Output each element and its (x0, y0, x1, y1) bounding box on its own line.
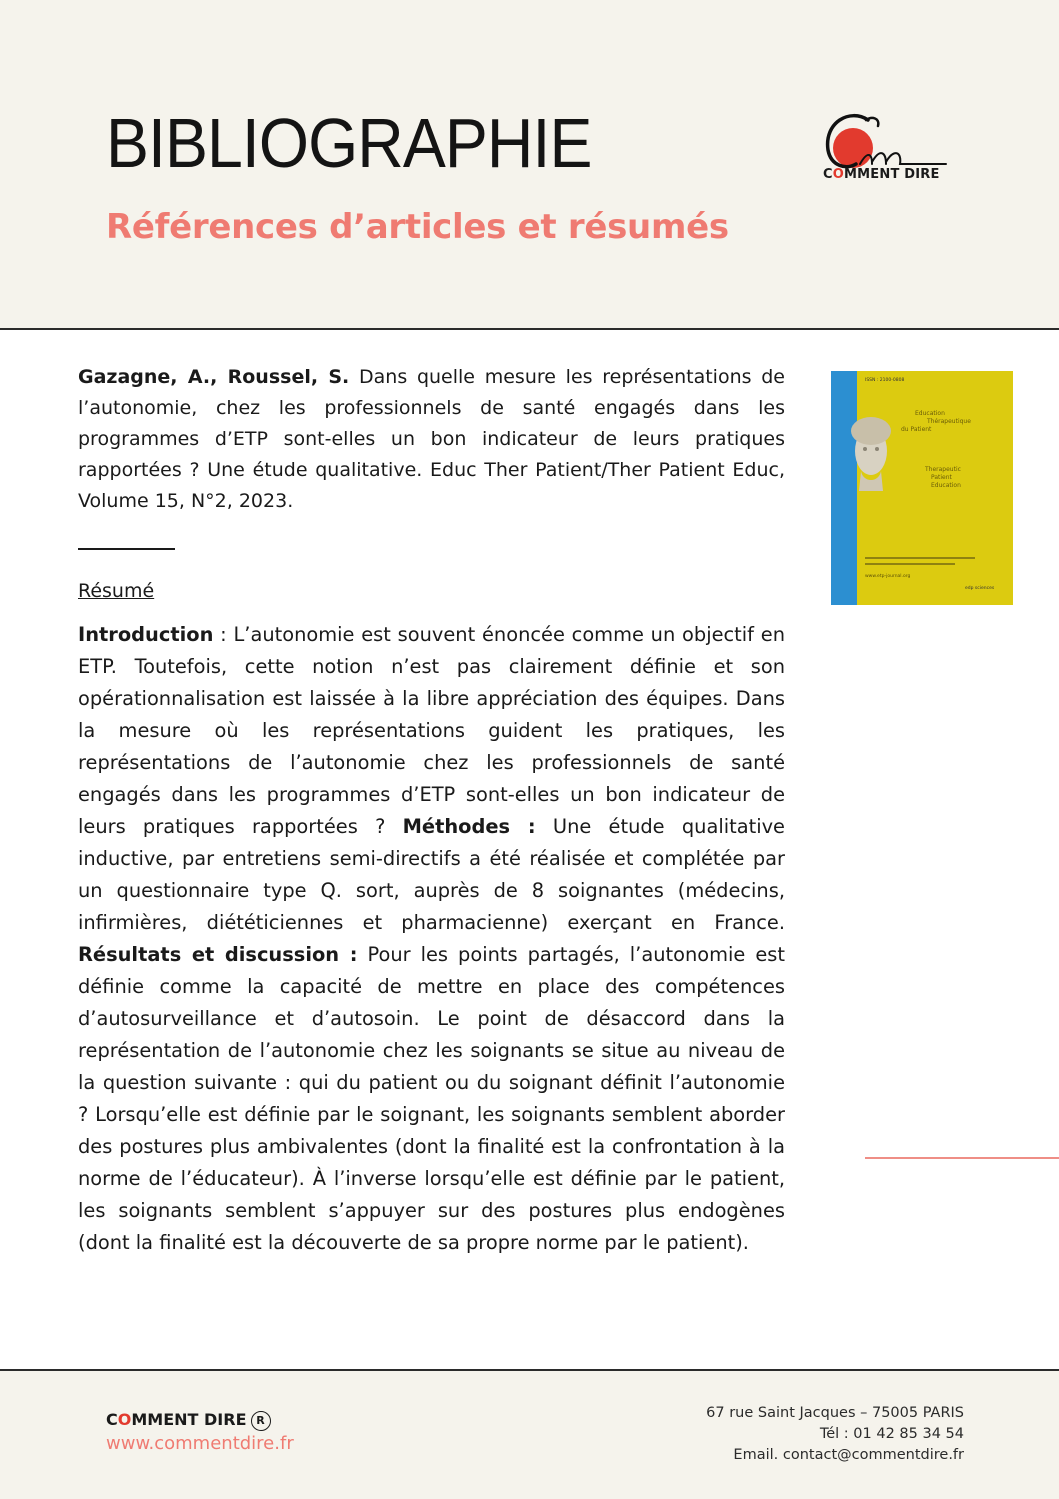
cover-title-en-2: Patient (931, 474, 952, 481)
journal-cover-image (831, 371, 1013, 605)
methods-label: Méthodes : (402, 815, 536, 838)
results-label: Résultats et discussion : (78, 943, 358, 966)
intro-text: : L’autonomie est souvent énoncée comme un objectif en ETP. Toutefois, cette notion n’est pas clairement définie et son opérationnalisation est laissée à la libre appréciation des équipes. Dans la mesure où les représentations guident les pratiques, les représentations de l’autonomie chez les professionnels de santé engagés dans les programmes d’ETP sont-elles un bon indicateur de leurs pratiques rapportées ? (78, 623, 785, 838)
footer-address-line: 67 rue Saint Jacques – 75005 PARIS (706, 1405, 964, 1421)
cover-title-en-1: Therapeutic (925, 466, 961, 473)
cover-title-fr-1: Education (915, 410, 945, 417)
cover-issn: ISSN : 2100-0808 (865, 378, 905, 383)
cover-title-fr-3: du Patient (901, 426, 932, 433)
results-text: Pour les points partagés, l’autonomie est définie comme la capacité de mettre en place des compétences d’autosurveillance et d’autosoin. Le point de désaccord dans la représentation de l’autonomie chez les soignants se situe au niveau de la question suivante : qui du patient ou du soignant définit l’autonomie ? Lorsqu’elle est définie par le soignant, les soignants semblent aborder des postures plus ambivalentes (dont la finalité est la confrontation à la norme de l’éducateur). À l’inverse lorsqu’elle est définie par le patient, les soignants semblent s’appuyer sur des postures plus endogènes (dont la finalité est la découverte de sa propre norme par le patient). (78, 943, 785, 1254)
accent-divider (865, 1157, 1059, 1159)
footer-phone: Tél : 01 42 85 34 54 (819, 1426, 964, 1442)
footer-brand: COMMENT DIRE R (106, 1410, 271, 1431)
intro-label: Introduction (78, 623, 214, 646)
citation-text: Dans quelle mesure les représentations de l’autonomie, chez les professionnels de santé engagés dans les programmes d’ETP sont-elles un bon indicateur de leurs pratiques rapportées ? Une étude qualitative. Educ Ther Patient/Ther Patient Educ, Volume 15, N°2, 2023. (78, 366, 785, 512)
resume-heading: Résumé (78, 580, 155, 602)
page-title: BIBLIOGRAPHIE (106, 104, 592, 182)
cover-title-fr-2: Thérapeutique (927, 418, 971, 425)
methods-text: Une étude qualitative inductive, par entretiens semi-directifs a été réalisée et complétée par un questionnaire type Q. sort, auprès de 8 soignantes (médecins, infirmières, diététiciennes et pharmacienne) exerçant en France. (78, 815, 785, 934)
abstract-body (78, 619, 785, 1259)
cover-publisher: edp sciences (965, 586, 995, 591)
citation-authors: Gazagne, A., Roussel, S. (78, 366, 350, 388)
cover-title-en-3: Education (931, 482, 961, 489)
cover-url: www.etp-journal.org (865, 574, 911, 579)
registered-mark-icon: R (251, 1411, 271, 1431)
divider (78, 548, 175, 550)
page-subtitle: Références d’articles et résumés (106, 207, 729, 247)
footer-email[interactable]: Email. contact@commentdire.fr (733, 1447, 964, 1463)
citation (78, 362, 785, 517)
footer-website-link[interactable]: www.commentdire.fr (106, 1433, 294, 1454)
footer-contact (706, 1403, 964, 1466)
logo-wordmark: COMMENT DIRE (823, 167, 940, 182)
